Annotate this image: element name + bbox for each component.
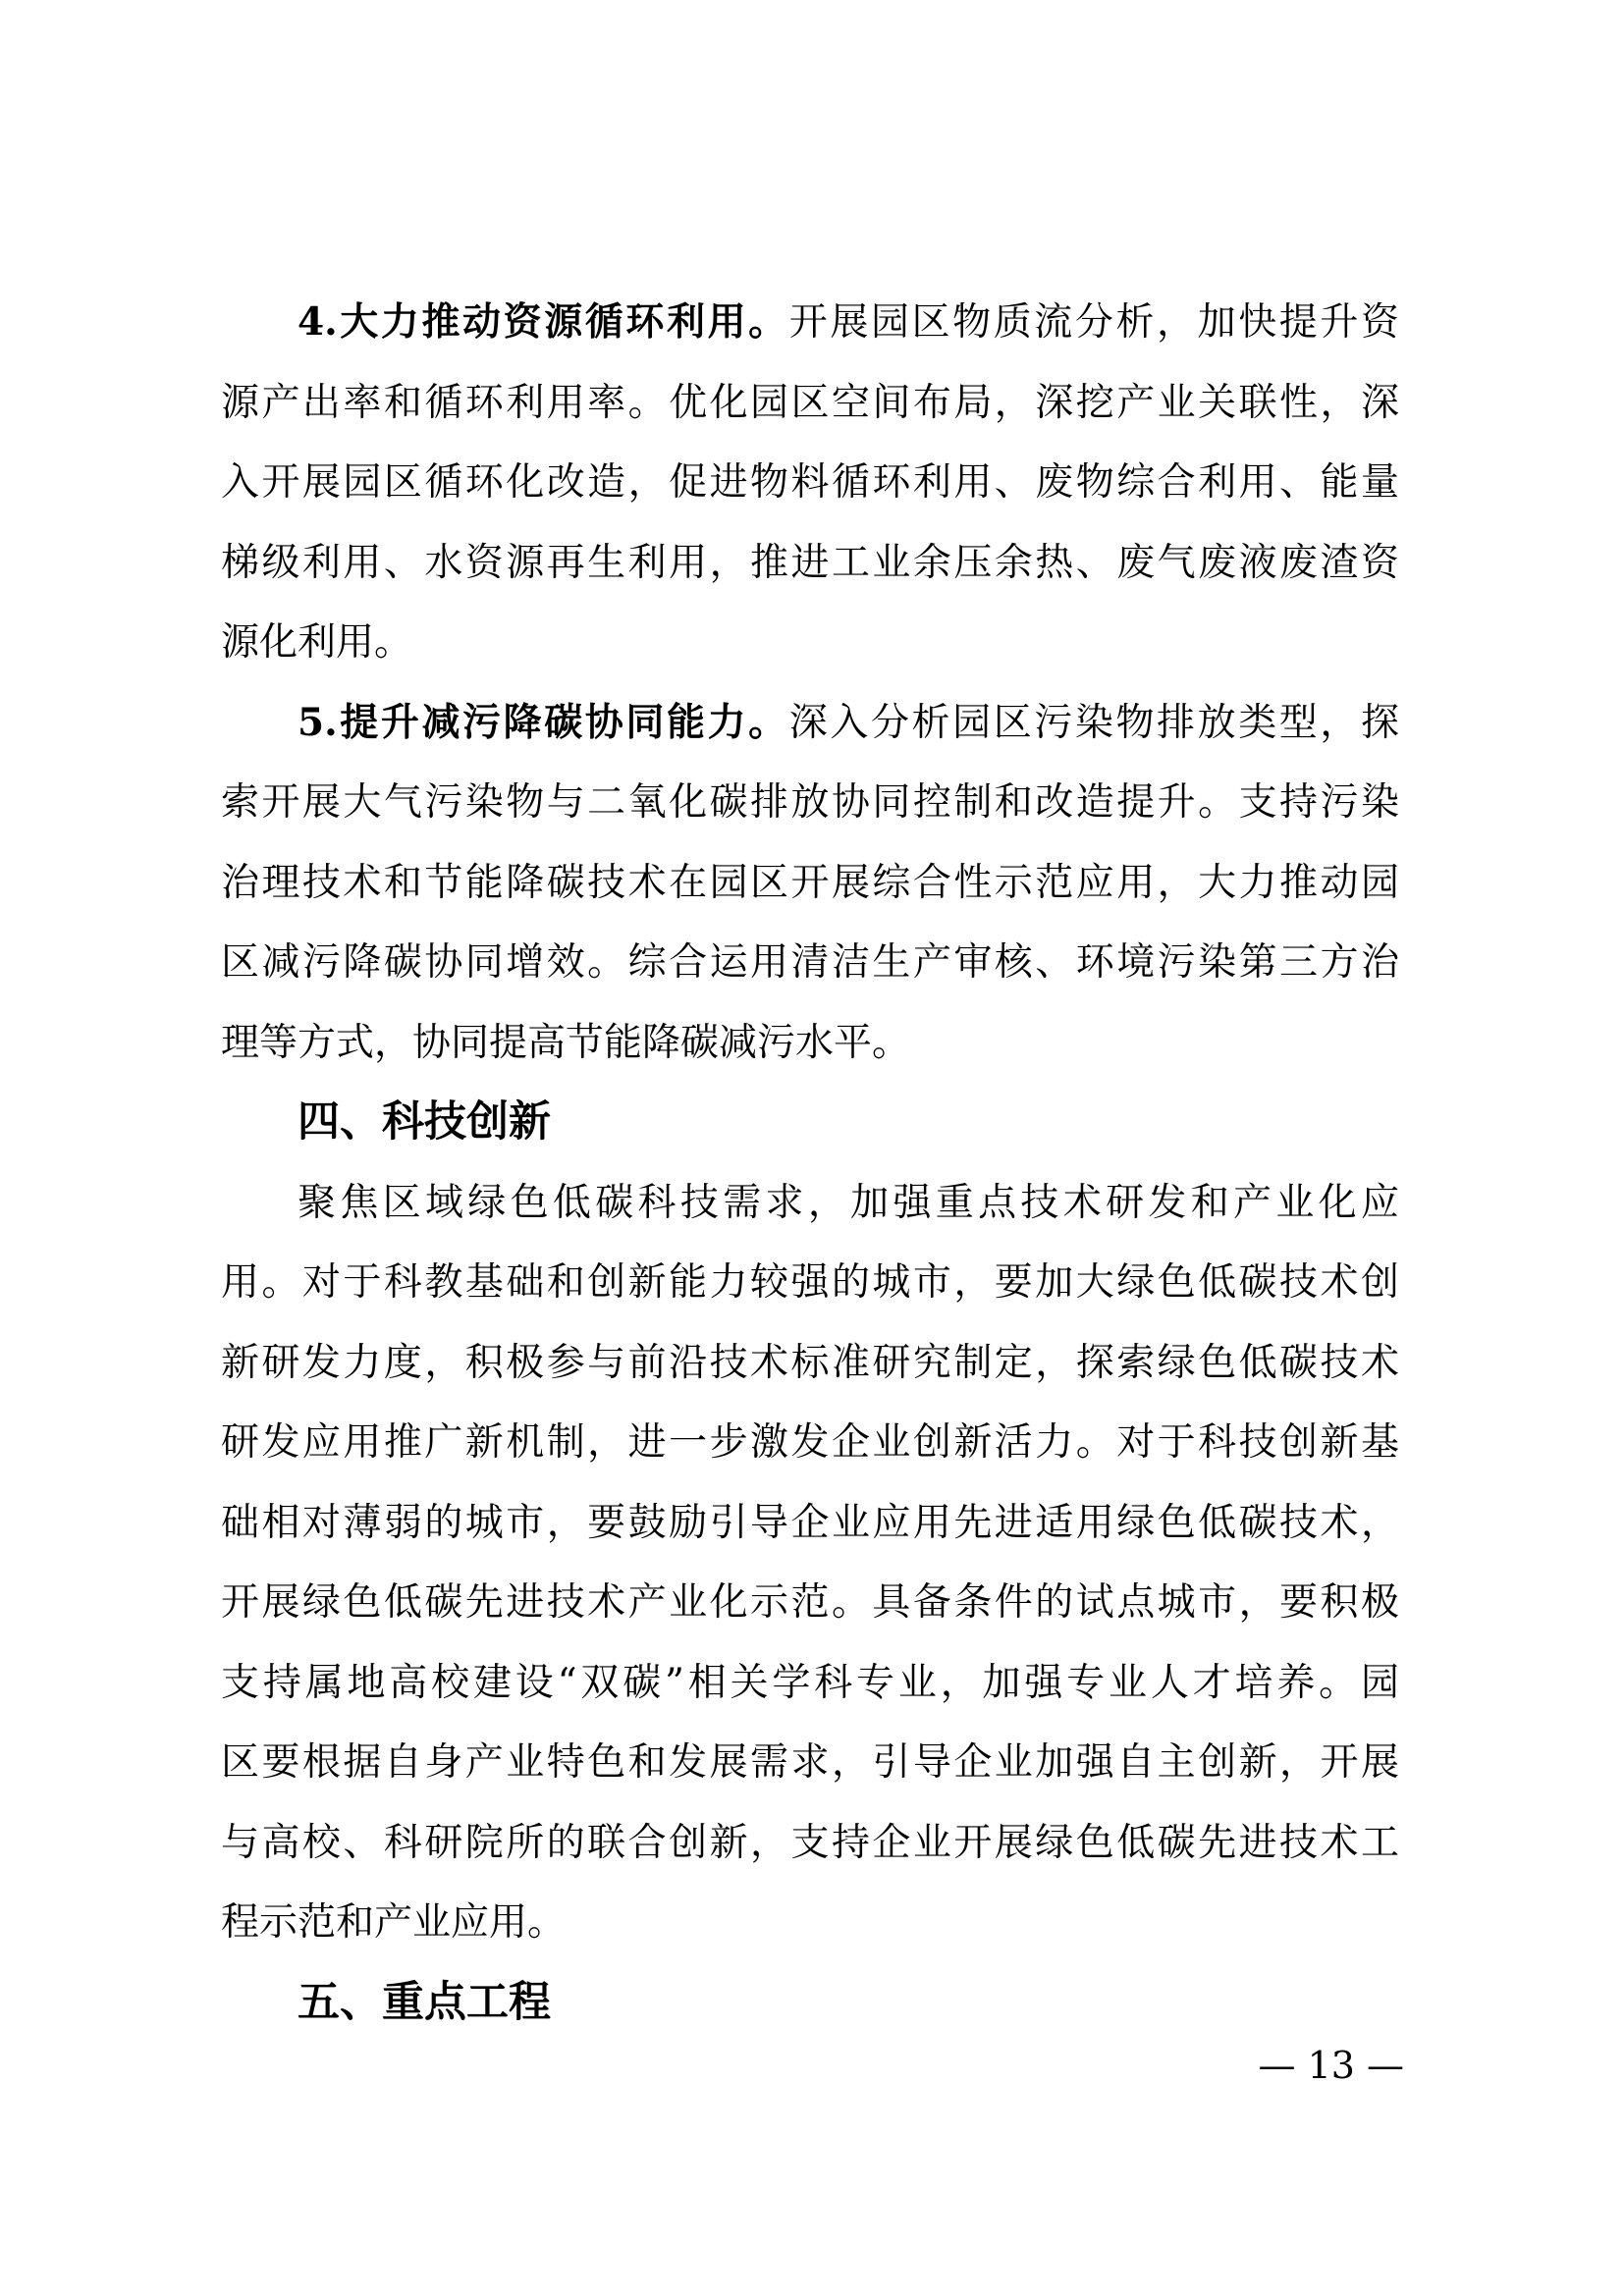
paragraph-line (221, 683, 1399, 764)
paragraph-line: 与高校、科研院所的联合创新，支持企业开展绿色低碳先进技术工 (221, 1820, 1399, 1865)
paragraph-line: 梯级利用、水资源再生利用，推进工业余压余热、废气废液废渣资 (221, 540, 1399, 585)
page-number: — 13 — (1258, 2044, 1404, 2087)
paragraph-line: 索开展大气污染物与二氧化碳排放协同控制和改造提升。支持污染 (221, 780, 1399, 825)
paragraph-line: 区减污降碳协同增效。综合运用清洁生产审核、环境污染第三方治 (221, 940, 1399, 985)
paragraph-line: 用。对于科教基础和创新能力较强的城市，要加大绿色低碳技术创 (221, 1260, 1399, 1305)
paragraph-line: 理等方式，协同提高节能降碳减污水平。 (221, 1020, 911, 1065)
paragraph-line: 新研发力度，积极参与前沿技术标准研究制定，探索绿色低碳技术 (221, 1340, 1399, 1385)
paragraph-line: 研发应用推广新机制，进一步激发企业创新活力。对于科技创新基 (221, 1420, 1399, 1465)
paragraph-line: 础相对薄弱的城市，要鼓励引导企业应用先进适用绿色低碳技术， (221, 1500, 1399, 1545)
paragraph-line: 支持属地高校建设“双碳”相关学科专业，加强专业人才培养。园 (221, 1660, 1399, 1705)
paragraph-text: 开展园区物质流分析，加快提升资 (788, 300, 1399, 345)
paragraph-line (221, 283, 1399, 363)
paragraph-line: 治理技术和节能降碳技术在园区开展综合性示范应用，大力推动园 (221, 860, 1399, 905)
paragraph-line: 源化利用。 (221, 620, 413, 665)
paragraph-line: 聚焦区域绿色低碳科技需求，加强重点技术研发和产业化应 (298, 1180, 1399, 1225)
paragraph-line: 开展绿色低碳先进技术产业化示范。具备条件的试点城市，要积极 (221, 1580, 1399, 1625)
paragraph-line: 程示范和产业应用。 (221, 1900, 567, 1945)
paragraph-text: 深入分析园区污染物排放类型，探 (788, 700, 1399, 745)
section-heading-science-innovation: 四、科技创新 (298, 1097, 551, 1147)
paragraph-lead: 4.大力推动资源循环利用。 (298, 299, 789, 345)
paragraph-line: 源产出率和循环利用率。优化园区空间布局，深挖产业关联性，深 (221, 380, 1399, 425)
paragraph-line: 入开展园区循环化改造，促进物料循环利用、废物综合利用、能量 (221, 460, 1399, 505)
document-body (221, 283, 1399, 2043)
paragraph-line: 区要根据自身产业特色和发展需求，引导企业加强自主创新，开展 (221, 1740, 1399, 1785)
section-heading-key-projects: 五、重点工程 (298, 1977, 551, 2027)
paragraph-lead: 5.提升减污降碳协同能力。 (298, 699, 789, 745)
